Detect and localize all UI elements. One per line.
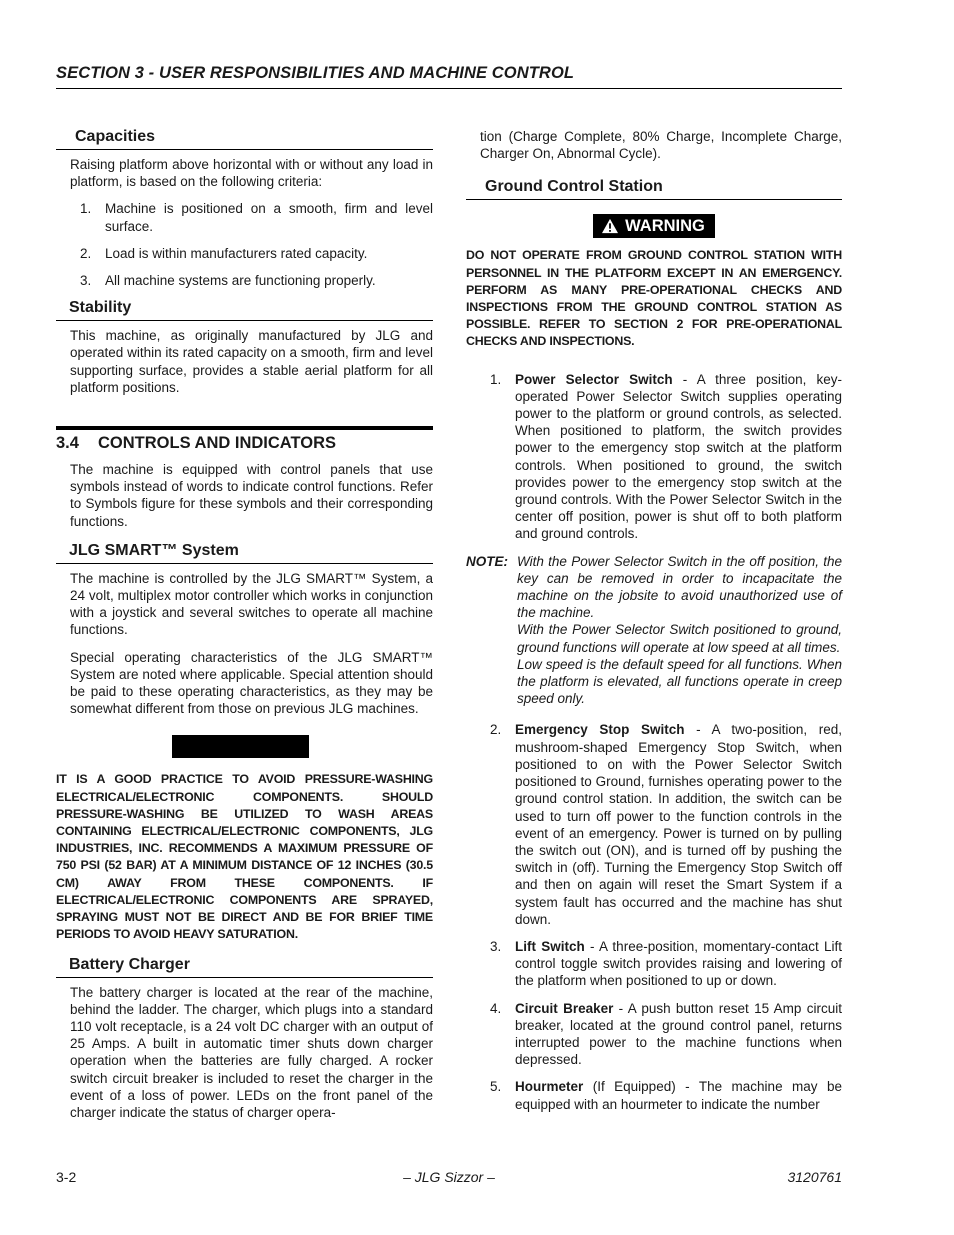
warning-icon bbox=[601, 218, 619, 234]
list-item: 1. Power Selector Switch - A three position, key-operated Power Selector Switch supplies operating power to the platform or ground controls, as selected. When positioned to platform, the switch provides power to the emergency stop switch at the platform controls. When positioned to ground, the switch provides power to the emergency stop switch at the ground controls. With the Power Selector Switch in the center off position, power is shut off to both platform and ground controls. bbox=[490, 371, 842, 542]
footer-title: – JLG Sizzor – bbox=[403, 1169, 495, 1185]
caution-banner bbox=[172, 735, 309, 758]
list-item: 2. Emergency Stop Switch - A two-position, red, mushroom-shaped Emergency Stop Switch, when positioned to on with the Power Selector Switch positioned to Ground, furnishes operating power to the ground control station. In addition, the switch can be used to turn off power to the function controls in the event of an emergency. Power is turned on by pulling the switch out (ON), and is turned off by pushing the switch in (off). Turning the Emergency Stop Switch off and then on again will reset the Smart System if a system fault has occurred and the machine has shut down. bbox=[490, 722, 843, 927]
section-heading: 3.4 CONTROLS AND INDICATORS bbox=[56, 426, 433, 453]
ground-controls-list bbox=[466, 371, 842, 543]
list-item: 1. Machine is positioned on a smooth, firm and level surface. bbox=[80, 201, 433, 234]
list-item: 3. All machine systems are functioning properly. bbox=[80, 273, 376, 289]
note-para-2: With the Power Selector Switch positioned to ground, ground functions will operate at low speed at all times. bbox=[517, 622, 842, 655]
document-number: 3120761 bbox=[787, 1169, 842, 1185]
stability-text: This machine, as originally manufactured by JLG and operated within its rated capacity on a smooth, firm and level supporting surface, provides a stable aerial platform for all platform positions. bbox=[70, 328, 433, 395]
smart-heading: JLG SMART™ System bbox=[56, 542, 433, 564]
capacities-intro: Raising platform above horizontal with or without any load in platform, is based on the following criteria: bbox=[70, 157, 433, 190]
left-column bbox=[56, 128, 433, 1131]
controls-intro: The machine is equipped with control panels that use symbols instead of words to indicate control functions. Refer to Symbols figure for these symbols and their corresponding functions. bbox=[70, 462, 433, 529]
list-item: 2. Load is within manufacturers rated capacity. bbox=[80, 245, 368, 261]
right-column bbox=[466, 128, 842, 1123]
note-block bbox=[466, 553, 842, 708]
page-number: 3-2 bbox=[56, 1169, 77, 1185]
capacities-list bbox=[56, 200, 433, 289]
ground-control-heading: Ground Control Station bbox=[466, 178, 842, 200]
list-item: 5. Hourmeter (If Equipped) - The machine may be equipped with an hourmeter to indicate the number bbox=[490, 1079, 842, 1112]
battery-charger-text: The battery charger is located at the rear of the machine, behind the ladder. The charger, which plugs into a standard 110 volt receptacle, is a 24 volt DC charger with an output of 25 Amps. A built in automatic timer shuts down charger operation when the batteries are fully charged. A rocker switch circuit breaker is included to reset the charger in the event of a loss of power. LEDs on the front panel of the charger indicate the status of charger opera- bbox=[70, 984, 433, 1120]
note-label: NOTE: bbox=[466, 553, 508, 569]
list-item: 4. Circuit Breaker - A push button reset 15 Amp circuit breaker, located at the ground control panel, returns interrupted power to the machine functions when depressed. bbox=[490, 1000, 842, 1068]
list-item: 3. Lift Switch - A three-position, momentary-contact Lift control toggle switch provides raising and lowering of the platform when positioned to up or down. bbox=[490, 938, 842, 989]
caution-text: IT IS A GOOD PRACTICE TO AVOID PRESSURE-WASHING ELECTRICAL/ELECTRONIC COMPONENTS. SHOULD PRESSURE-WASHING BE UTILIZED TO WASH AREAS CONTAINING ELECTRICAL/ELECTRONIC COMPONENTS, JLG INDUSTRIES, INC. RECOMMENDS A MAXIMUM PRESSURE OF 750 PSI (52 BAR) AT A MINIMUM DISTANCE OF 12 INCHES (30.5 CM) AWAY FROM THESE COMPONENTS. IF ELECTRICAL/ELECTRONIC COMPONENTS ARE SPRAYED, SPRAYING MUST NOT BE DIRECT AND BE FOR BRIEF TIME PERIODS TO AVOID HEAVY SATURATION. bbox=[56, 772, 433, 942]
warning-banner: WARNING bbox=[593, 214, 715, 238]
ground-controls-list-cont bbox=[466, 721, 842, 1112]
smart-para-2: Special operating characteristics of the JLG SMART™ System are noted where applicable. Special attention should be paid to these operating characteristics, as they may be somewhat different from those on previous JLG machines. bbox=[70, 649, 433, 717]
battery-charger-heading: Battery Charger bbox=[56, 956, 433, 978]
warning-text: DO NOT OPERATE FROM GROUND CONTROL STATION WITH PERSONNEL IN THE PLATFORM EXCEPT IN AN EMERGENCY. PERFORM AS MANY PRE-OPERATIONAL CHECKS AND INSPECTIONS FROM THE GROUND CONTROL STATION AS POSSIBLE. REFER TO SECTION 2 FOR PRE-OPERATIONAL CHECKS AND INSPECTIONS. bbox=[466, 248, 842, 349]
note-para-1: With the Power Selector Switch in the off position, the key can be removed in order to incapacitate the machine on the jobsite to avoid unauthorized use of the machine. bbox=[517, 553, 842, 621]
charger-continued: tion (Charge Complete, 80% Charge, Incomplete Charge, Charger On, Abnormal Cycle). bbox=[480, 129, 842, 162]
stability-heading: Stability bbox=[56, 299, 433, 321]
note-para-3: Low speed is the default speed for all functions. When the platform is elevated, all functions operate in creep speed only. bbox=[517, 656, 842, 707]
smart-para-1: The machine is controlled by the JLG SMART™ System, a 24 volt, multiplex motor controller which works in conjunction with a joystick and several switches to operate all machine functions. bbox=[70, 570, 433, 638]
page-header: SECTION 3 - USER RESPONSIBILITIES AND MACHINE CONTROL bbox=[56, 64, 842, 89]
capacities-heading: Capacities bbox=[56, 128, 433, 150]
